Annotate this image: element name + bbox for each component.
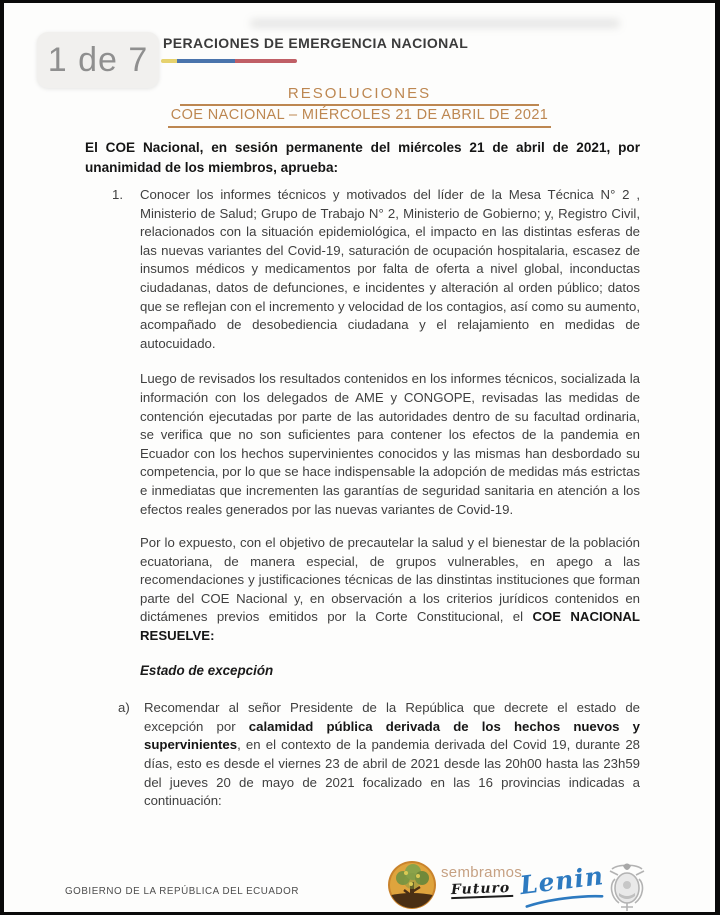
flag-blue-segment [177, 59, 235, 63]
government-footer-label: GOBIERNO DE LA REPÚBLICA DEL ECUADOR [65, 886, 299, 897]
item-a-letter: a) [118, 700, 130, 716]
flag-yellow-segment [161, 59, 177, 63]
document-photo-layer [4, 3, 715, 912]
document-title-block [4, 86, 715, 128]
item-a-text-bold: calamidad pública derivada de los hechos nuevos y supervinientes [144, 718, 640, 753]
item-a-text-before: Recomendar al señor Presidente de la República que decrete el estado de excepción por [144, 700, 640, 734]
section-heading-estado-de-excepcion: Estado de excepción [140, 662, 274, 678]
page-indicator-badge: 1 de 7 [37, 32, 159, 88]
document-body [85, 138, 640, 811]
lenin-signature [518, 863, 609, 912]
paragraph-3 [140, 534, 640, 646]
item-1-number: 1. [112, 187, 123, 202]
item-a-text [144, 699, 640, 811]
scan-smudge [250, 19, 620, 28]
lenin-signature-text: Lenin [518, 861, 606, 901]
sembramos-futuro-logo-icon [387, 860, 437, 910]
ecuador-flag-divider [161, 59, 297, 63]
document-page [4, 3, 715, 912]
item-a-text-after: , en el contexto de la pandemia derivada del Covid 19, durante 28 días, esto es desde el viernes 23 de abril de 2021 desde las 20h00 hasta las 23h59 del jueves 20 de mayo de 2021 focalizado en las 16 provincias indicadas a continuación: [144, 737, 640, 809]
resolution-item-1 [85, 186, 640, 353]
sembramos-text: sembramos [441, 864, 523, 881]
document-org-title: PERACIONES DE EMERGENCIA NACIONAL [163, 35, 469, 51]
session-subtitle: COE NACIONAL – MIÉRCOLES 21 DE ABRIL DE 2021 [168, 108, 552, 128]
resolutions-title: RESOLUCIONES [180, 86, 539, 106]
intro-paragraph: El COE Nacional, en sesión permanente del miércoles 21 de abril de 2021, por unanimidad de los miembros, aprueba: [85, 140, 640, 175]
paragraph-3-bold: COE NACIONAL RESUELVE: [140, 609, 640, 644]
flag-red-segment [235, 59, 297, 63]
item-1-text: Conocer los informes técnicos y motivados del líder de la Mesa Técnica N° 2 , Ministerio de Salud; Grupo de Trabajo N° 2, Ministerio de Gobierno; y, Registro Civil, relacionados con la situación epidemiológica, el impacto en las distintas esferas de las nuevas variantes del Covid-19, saturación de ocupación hospitalaria, escasez de insumos médicos y medicamentos por falta de oferta a nivel global, inconductas ciudadanas, datos de defunciones, e incidentes y alteración al orden público; datos que se reflejan con el incremento y velocidad de los contagios, así como su aumento, acompañado de desobediencia ciudadana y el relajamiento en medidas de autocuidado. [140, 187, 640, 351]
paragraph-3-text: Por lo expuesto, con el objetivo de precautelar la salud y el bienestar de la población ecuatoriana, de manera especial, de grupos vulnerables, en apego a las recomendaciones y justificaciones técnicas de las dinstintas instituciones que forman parte del COE Nacional y, en observación a los criterios jurídicos contenidos en dictámenes previos emitidos por la Corte Constitucional, el [140, 535, 640, 625]
futuro-script-text: Futuro [451, 881, 514, 899]
resolution-item-a [85, 699, 640, 811]
ecuador-coat-of-arms-icon [606, 861, 648, 912]
paragraph-2: Luego de revisados los resultados contenidos en los informes técnicos, socializada la información con los delegados de AME y CONGOPE, revisadas las medidas de contención ejecutadas por parte de las autoridades dentro de su facultad ordinaria, se verifica que no son suficientes para contener los efectos de la pandemia en Ecuador con los hechos supervinientes conocidos y las mismas han desbordado su competencia, por lo que se hace indispensable la adopción de medidas más estrictas e inmediatas que incrementen las garantías de seguridad sanitaria en atención a los efectos reales generados por las nuevas variantes de Covid-19. [140, 371, 640, 517]
